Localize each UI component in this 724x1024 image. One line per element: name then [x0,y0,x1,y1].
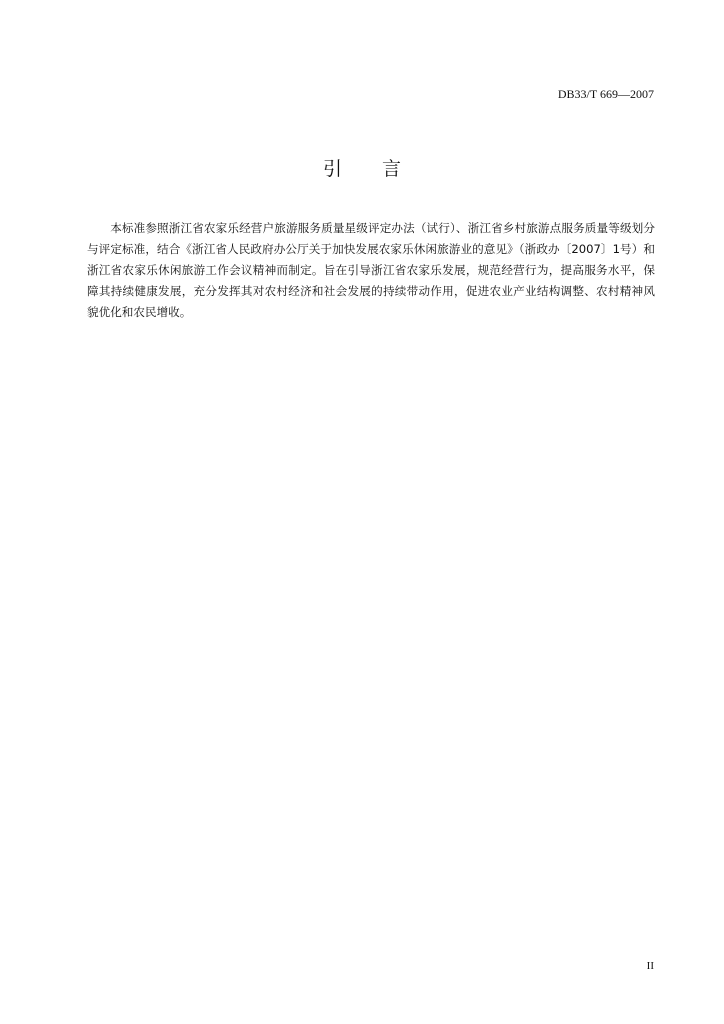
page-number: II [646,960,654,972]
standard-code: DB33/T 669—2007 [557,87,654,101]
introduction-paragraph: 本标准参照浙江省农家乐经营户旅游服务质量星级评定办法（试行）、浙江省乡村旅游点服务质量等级划分与评定标准，结合《浙江省人民政府办公厅关于加快发展农家乐休闲旅游业的意见》（浙政办〔2007〕1号）和浙江省农家乐休闲旅游工作会议精神而制定。旨在引导浙江省农家乐发展，规范经营行为，提高服务水平，保障其持续健康发展，充分发挥其对农村经济和社会发展的持续带动作用，促进农业产业结构调整、农村精神风貌优化和农民增收。 [87,221,655,319]
title-char-2: 言 [382,158,402,180]
title-char-1: 引 [322,158,342,180]
page-title [0,154,724,181]
